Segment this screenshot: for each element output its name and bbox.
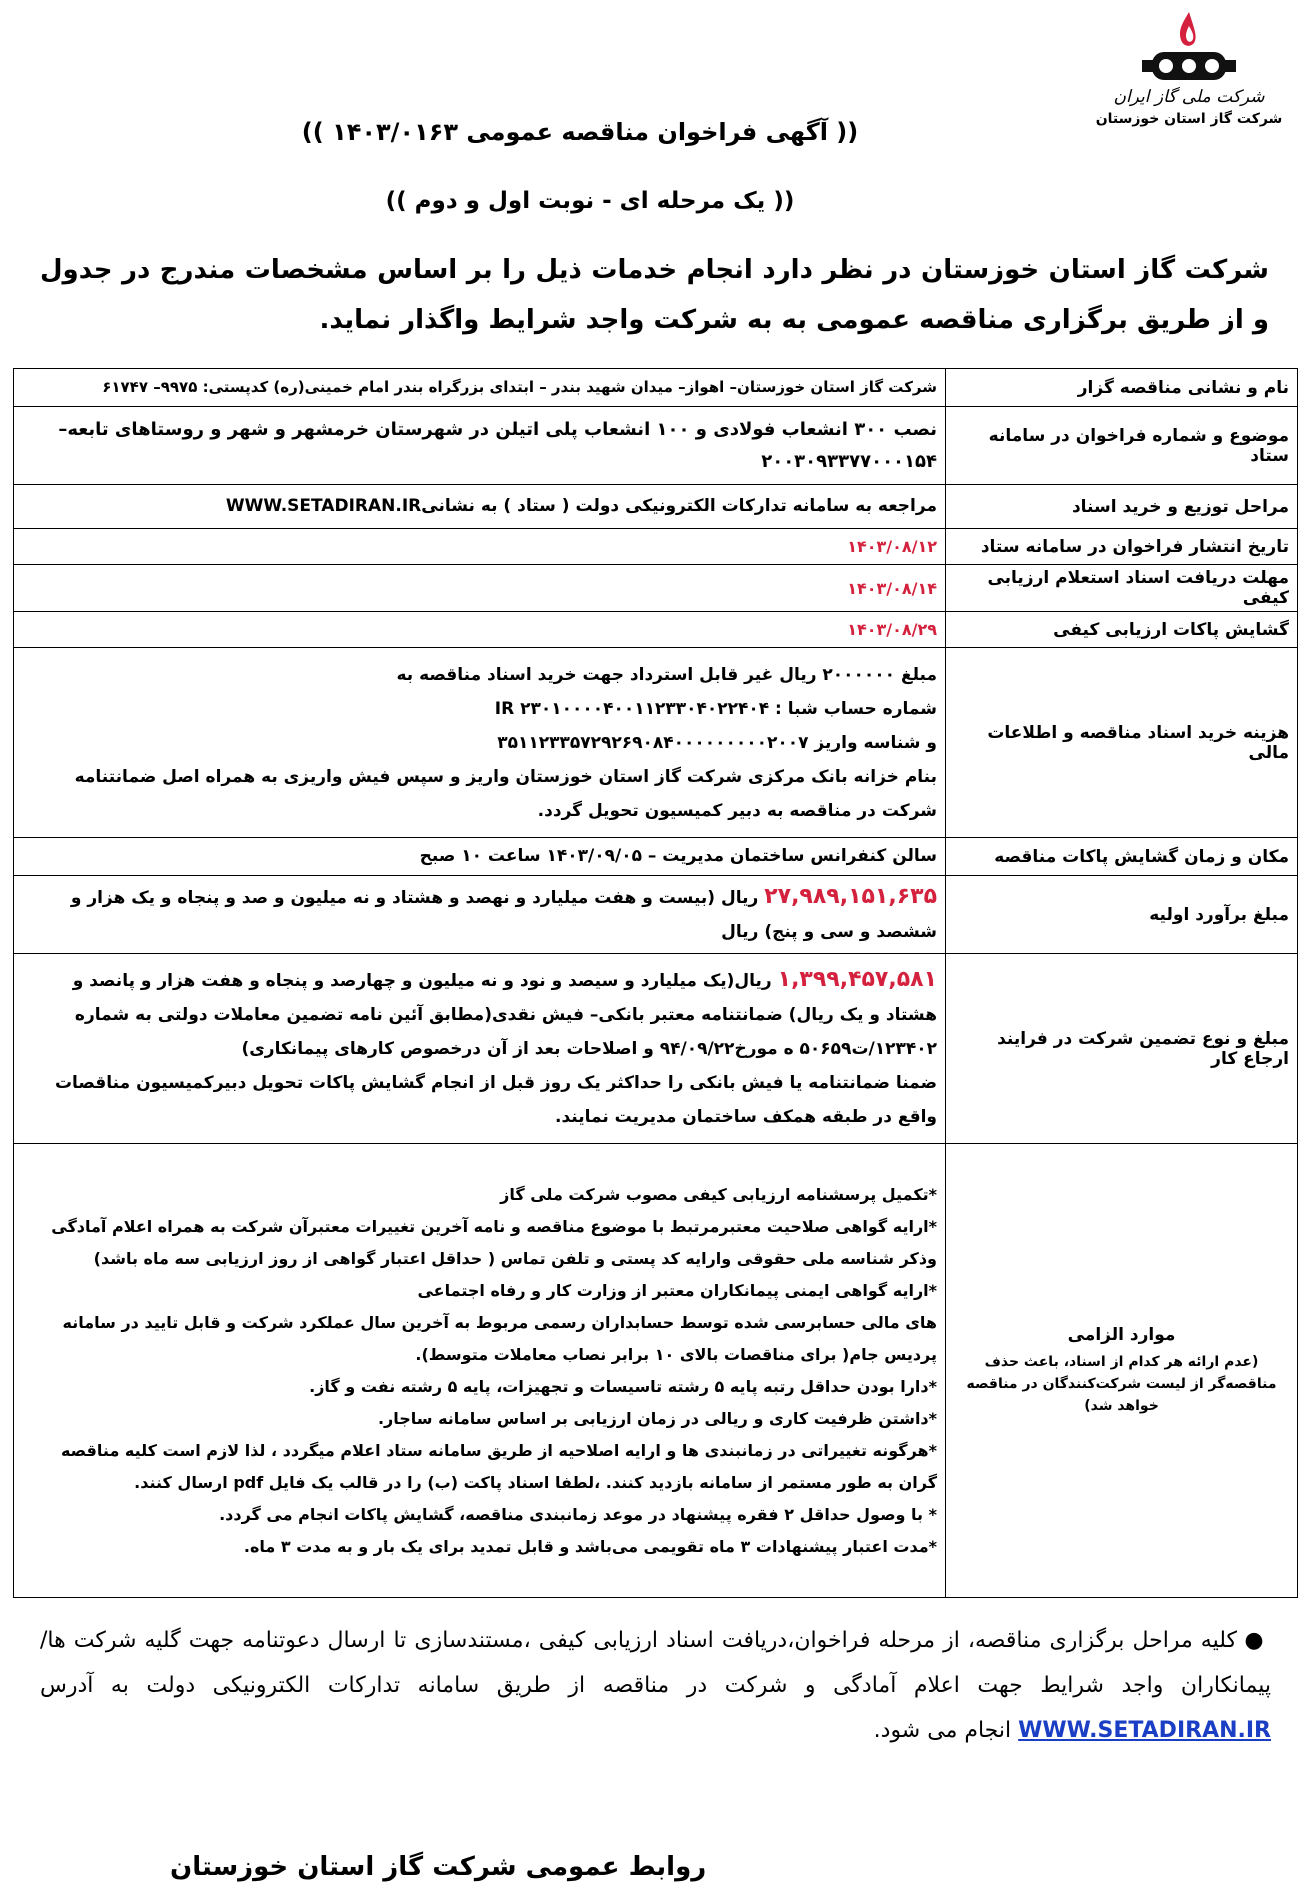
publish-date: ۱۴۰۳/۰۸/۱۲ bbox=[14, 529, 946, 565]
guarantee-note: ضمنا ضمانتنامه یا فیش بانکی را حداکثر یک روز قبل از انجام گشایش پاکات تحویل دبیرکمیسیون مناقصات واقع در طبقه همکف ساختمان مدیریت نمایند. bbox=[54, 1073, 937, 1127]
row-value bbox=[14, 954, 946, 1144]
final-note bbox=[40, 1618, 1271, 1753]
list-item: *مدت اعتبار پیشنهادات ۳ ماه تقویمی می‌باشد و قابل تمدید برای یک بار و به مدت ۳ ماه. bbox=[243, 1536, 937, 1556]
table-row bbox=[14, 954, 1298, 1144]
notice-subtitle: (( یک مرحله ای - نوبت اول و دوم )) bbox=[385, 188, 795, 214]
list-item: * با وصول حداقل ۲ فقره پیشنهاد در موعد زمانبندی مناقصه، گشایش پاکات انجام می گردد. bbox=[219, 1504, 937, 1524]
row-label: مراحل توزیع و خرید اسناد bbox=[946, 485, 1298, 529]
list-item: *ارایه گواهی صلاحیت معتبرمرتبط با موضوع مناقصه و نامه آخرین تغییرات معتبرآن شرکت به همراه اعلام آمادگی وذکر شناسه ملی حقوقی وارایه کد پستی و تلفن تماس ( حداقل اعتبار گواهی از روز ارزیابی سه ماه باشد) bbox=[51, 1216, 937, 1268]
logo-script-text: شرکت ملی گاز ایران bbox=[1113, 87, 1265, 107]
company-logo bbox=[1089, 10, 1289, 145]
estimate-text: ریال (بیست و هفت میلیارد و نهصد و هشتاد و نه میلیون و صد و پنجاه و یک هزار و ششصد و سی و پنج) ریال bbox=[70, 888, 937, 942]
table-row bbox=[14, 369, 1298, 407]
guarantee-amount: ۱,۳۹۹,۴۵۷,۵۸۱ bbox=[777, 967, 937, 992]
row-value: نصب ۳۰۰ انشعاب فولادی و ۱۰۰ انشعاب پلی اتیلن در شهرستان خرمشهر و شهر و روستاهای تابعه– ۲۰۰۳۰۹۳۳۷۷۰۰۰۱۵۴ bbox=[14, 407, 946, 485]
table-row bbox=[14, 407, 1298, 485]
list-item: های مالی حسابرسی شده توسط حسابداران رسمی مربوط به آخرین سال عملکرد شرکت و قابل تایید در سامانه پردیس جام( برای مناقصات بالای ۱۰ برابر نصاب معاملات متوسط). bbox=[62, 1312, 937, 1364]
row-label: مبلغ و نوع تضمین شرکت در فرایند ارجاع کار bbox=[946, 954, 1298, 1144]
row-label: مبلغ برآورد اولیه bbox=[946, 876, 1298, 954]
table-row bbox=[14, 1144, 1298, 1598]
tender-details-table bbox=[13, 368, 1298, 1598]
row-value: مراجعه به سامانه تدارکات الکترونیکی دولت ( ستاد ) به نشانیWWW.SETADIRAN.IR bbox=[14, 485, 946, 529]
table-row bbox=[14, 876, 1298, 954]
row-label: هزینه خرید اسناد مناقصه و اطلاعات مالی bbox=[946, 648, 1298, 838]
treasury-line: بنام خزانه بانک مرکزی شرکت گاز استان خوزستان واریز و سپس فیش واریزی به همراه اصل ضمانتنامه شرکت در مناقصه به دبیر کمیسیون تحویل گردد. bbox=[74, 766, 937, 821]
bullet-icon: ● bbox=[1244, 1628, 1264, 1653]
fee-line: مبلغ ۲۰۰۰۰۰۰ ریال غیر قابل استرداد جهت خرید اسناد مناقصه به bbox=[396, 664, 937, 685]
requirements-label: موارد الزامی bbox=[1067, 1324, 1176, 1345]
row-label: تاریخ انتشار فراخوان در سامانه ستاد bbox=[946, 529, 1298, 565]
note-text: کلیه مراحل برگزاری مناقصه، از مرحله فراخوان،دریافت اسناد ارزیابی کیفی ،مستندسازی تا ارسال دعوتنامه جهت گلیه شرکت ها/پیمانکاران واجد شرایط جهت اعلام آمادگی و شرکت در مناقصه از طریق سامانه تدارکات الکترونیکی دولت به آدرس bbox=[40, 1628, 1271, 1698]
requirements-list bbox=[14, 1144, 946, 1598]
row-label: مهلت دریافت اسناد استعلام ارزیابی کیفی bbox=[946, 565, 1298, 612]
row-label: نام و نشانی مناقصه گزار bbox=[946, 369, 1298, 407]
signature: روابط عمومی شرکت گاز استان خوزستان bbox=[170, 1852, 707, 1882]
table-row bbox=[14, 485, 1298, 529]
list-item: *داشتن ظرفیت کاری و ریالی در زمان ارزیابی بر اساس سامانه ساجار. bbox=[377, 1408, 937, 1428]
row-value: سالن کنفرانس ساختمان مدیریت – ۱۴۰۳/۰۹/۰۵ ساعت ۱۰ صبح bbox=[14, 838, 946, 876]
opening-date: ۱۴۰۳/۰۸/۲۹ bbox=[14, 612, 946, 648]
requirements-label-note: (عدم ارائه هر کدام از اسناد، باعث حذف مناقصه‌گر از لیست شرکت‌کنندگان در مناقصه خواهد شد) bbox=[966, 1353, 1277, 1414]
row-value bbox=[14, 876, 946, 954]
company-name: شرکت گاز استان خوزستان bbox=[1095, 111, 1283, 127]
row-label: مکان و زمان گشایش پاکات مناقصه bbox=[946, 838, 1298, 876]
row-label: موضوع و شماره فراخوان در سامانه ستاد bbox=[946, 407, 1298, 485]
requirements-label-cell bbox=[946, 1144, 1298, 1598]
list-item: *تکمیل پرسشنامه ارزیابی کیفی مصوب شرکت ملی گاز bbox=[500, 1184, 937, 1204]
table-row bbox=[14, 565, 1298, 612]
sheba-line: شماره حساب شبا : IR ۲۳۰۱۰۰۰۰۴۰۰۱۱۲۳۳۰۴۰۲۲۴۰۴ bbox=[494, 698, 937, 719]
gas-flame-logo-icon bbox=[1134, 10, 1244, 85]
row-label: گشایش پاکات ارزیابی کیفی bbox=[946, 612, 1298, 648]
guarantee-text: ریال(یک میلیارد و سیصد و نود و نه میلیون و چهارصد و پنجاه و هفت هزار و پانصد و هشتاد و یک ریال) ضمانتنامه معتبر بانکی– فیش نقدی(مطابق آئین نامه تضمین معاملات دولتی به شماره ۱۲۳۴۰۲/ت۵۰۶۵۹ ه مورخ۹۴/۰۹/۲۲ و اصلاحات بعد از آن درخصوص کارهای پیمانکاری) bbox=[72, 971, 937, 1059]
payment-id-line: و شناسه واریز ۳۵۱۱۲۳۳۵۷۲۹۲۶۹۰۸۴۰۰۰۰۰۰۰۰۰۲۰۰۷ bbox=[497, 732, 937, 753]
estimate-amount: ۲۷,۹۸۹,۱۵۱,۶۳۵ bbox=[764, 884, 937, 909]
list-item: *ارایه گواهی ایمنی پیمانکاران معتبر از وزارت کار و رفاه اجتماعی bbox=[417, 1280, 937, 1300]
table-row bbox=[14, 529, 1298, 565]
table-row bbox=[14, 648, 1298, 838]
notice-title: (( آگهی فراخوان مناقصه عمومی ۱۴۰۳/۰۱۶۳ )) bbox=[301, 118, 859, 146]
note-tail: انجام می شود. bbox=[873, 1718, 1012, 1743]
document-deadline: ۱۴۰۳/۰۸/۱۴ bbox=[14, 565, 946, 612]
table-row bbox=[14, 838, 1298, 876]
row-value: شرکت گاز استان خوزستان– اهواز– میدان شهید بندر – ابتدای بزرگراه بندر امام خمینی(ره) کدپستی: ۹۹۷۵– ۶۱۷۴۷ bbox=[14, 369, 946, 407]
table-row bbox=[14, 612, 1298, 648]
row-value bbox=[14, 648, 946, 838]
setadiran-link[interactable]: WWW.SETADIRAN.IR bbox=[1018, 1718, 1271, 1743]
list-item: *هرگونه تغییراتی در زمانبندی ها و ارایه اصلاحیه از طریق سامانه ستاد اعلام میگردد ، لذا لازم است کلیه مناقصه گران به طور مستمر از سامانه بازدید کنند. ،لطفا اسناد پاکت (ب) را در قالب یک فایل pdf ارسال کنند. bbox=[60, 1440, 937, 1492]
list-item: *دارا بودن حداقل رتبه پایه ۵ رشته تاسیسات و تجهیزات، پایه ۵ رشته نفت و گاز. bbox=[309, 1376, 937, 1396]
intro-paragraph: شرکت گاز استان خوزستان در نظر دارد انجام خدمات ذیل را بر اساس مشخصات مندرج در جدول و از طریق برگزاری مناقصه عمومی به به شرکت واجد شرایط واگذار نماید. bbox=[40, 255, 1269, 335]
